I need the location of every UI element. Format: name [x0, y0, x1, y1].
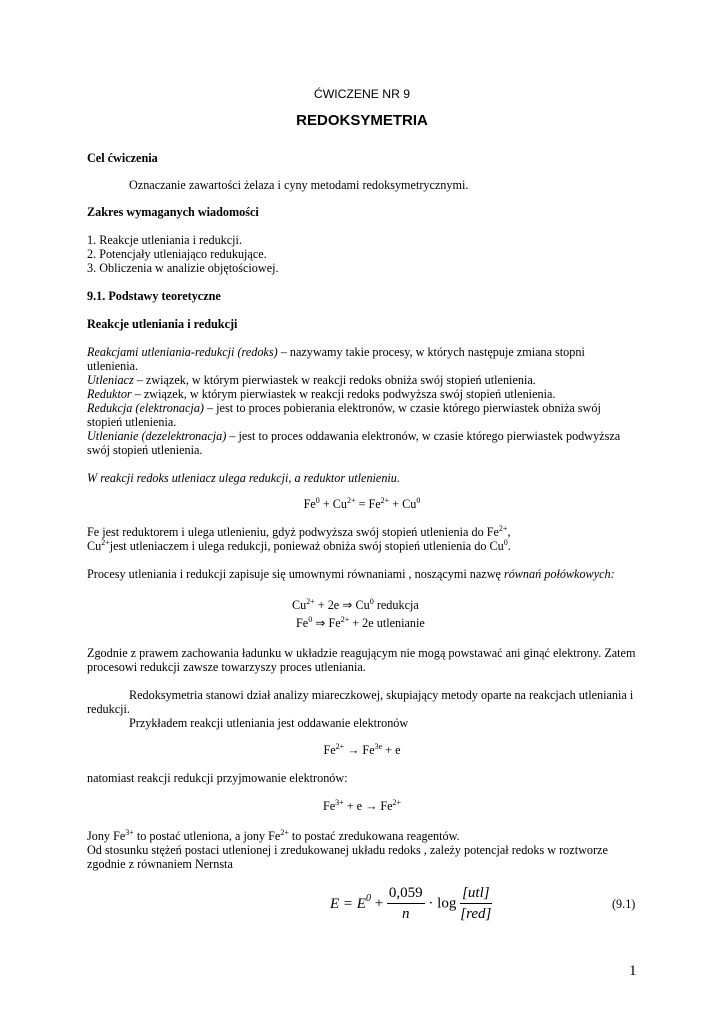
- section-subheading: Reakcje utleniania i redukcji: [87, 317, 238, 331]
- ions-line-3: zgodnie z równaniem Nernsta: [87, 857, 233, 871]
- half-reaction-reduction: $Cu^{2+} + 2e$ ⇒ Cu$^0$ redukcja: [292, 597, 419, 612]
- definition-redox-cont: utlenienia.: [87, 359, 139, 373]
- half-reaction-oxidation: Fe$^0$ ⇒ $Fe^{2+} + 2e$ utlenianie: [296, 615, 425, 630]
- term: Reakcjami utleniania-redukcji (redoks): [87, 345, 278, 359]
- redox-rule: W reakcji redoks utleniacz ulega redukcji, a reduktor utlenieniu.: [87, 471, 400, 485]
- term: Utleniacz: [87, 373, 134, 387]
- nernst-coefficient: $\frac{0,059}{n}$: [388, 885, 423, 922]
- half-reactions-intro: Procesy utleniania i redukcji zapisuje się umownymi równaniami , noszącymi nazwę równań połówkowych:: [87, 567, 615, 581]
- definition-text: – związek, w którym pierwiastek w reakcji redoks obniża swój stopień utlenienia.: [133, 373, 536, 387]
- reduction-intro: natomiast reakcji redukcji przyjmowanie elektronów:: [87, 771, 348, 785]
- definition-redox: [87, 345, 647, 359]
- definition-reduction: [87, 401, 647, 415]
- redox-line-3: Przykładem reakcji utleniania jest oddawanie elektronów: [129, 716, 409, 730]
- charge-line-2: procesowi redukcji zawsze towarzyszy proces utleniania.: [87, 660, 366, 674]
- definition-oxidation-cont: swój stopień utlenienia.: [87, 443, 203, 457]
- nernst-equation: $E = E^0$ + $\frac{0,059}{n}$ · log $\frac{\text{[utl]}}{\text{[red]}}$: [330, 885, 492, 922]
- redox-line-2: redukcji.: [87, 702, 130, 716]
- term: Utlenianie (dezelektronacja): [87, 429, 227, 443]
- definition-oxidation: [87, 429, 647, 443]
- explain-fe: Fe jest reduktorem i ulega utlenieniu, gdyż podwyższa swój stopień utlenienia do $Fe^{2+}$,: [87, 524, 511, 539]
- scope-heading: Zakres wymaganych wiadomości: [87, 205, 259, 219]
- definition-text: – jest to proces oddawania elektronów, w czasie którego pierwiastek podwyższa: [226, 429, 621, 443]
- equation-label: (9.1): [612, 897, 636, 911]
- definition-reducer: [87, 387, 647, 401]
- definition-text: – jest to proces pobierania elektronów, w czasie którego pierwiastek obniża swój: [203, 401, 601, 415]
- charge-line-1: Zgodnie z prawem zachowania ładunku w układzie reagującym nie mogą powstawać ani ginąć elektrony. Zatem: [87, 646, 636, 660]
- ions-line-2: Od stosunku stężeń postaci utlenionej i zredukowanej układu redoks , zależy potencjał redoks w roztworze: [87, 843, 608, 857]
- scope-item-3: 3. Obliczenia w analizie objętościowej.: [87, 261, 279, 275]
- page-number: 1: [629, 963, 637, 979]
- scope-item-1: 1. Reakcje utleniania i redukcji.: [87, 233, 242, 247]
- term: Redukcja (elektronacja): [87, 401, 204, 415]
- equation-reduction: $Fe^{3+} + e \to Fe^{2+}$: [322, 798, 402, 813]
- definition-oxidizer: [87, 373, 647, 387]
- equation-oxidation: $Fe^{2+} \to Fe^{3e} + e$: [323, 742, 401, 757]
- goal-heading: Cel ćwiczenia: [87, 151, 158, 165]
- equation-fe-cu: $Fe^0 + Cu^{2+} = Fe^{2+} + Cu^0$: [303, 496, 421, 511]
- explain-cu: $Cu^{2+}jest$ utleniaczem i ulega redukcji, ponieważ obniża swój stopień utlenienia do Cu$^0$.: [87, 538, 511, 553]
- ions-line-1: Jony $Fe^{3+}$ to postać utleniona, a jony $Fe^{2+}$ to postać zredukowana reagentów.: [87, 828, 460, 843]
- scope-item-2: 2. Potencjały utleniająco redukujące.: [87, 247, 267, 261]
- redox-line-1: Redoksymetria stanowi dział analizy miareczkowej, skupiający metody oparte na reakcjach utleniania i: [129, 688, 634, 702]
- document-title: REDOKSYMETRIA: [296, 112, 428, 129]
- goal-text: Oznaczanie zawartości żelaza i cyny metodami redoksymetrycznymi.: [129, 178, 469, 192]
- definition-text: – związek, w którym pierwiastek w reakcji redoks podwyższa swój stopień utlenienia.: [131, 387, 556, 401]
- section-heading: 9.1. Podstawy teoretyczne: [87, 289, 221, 303]
- term: Reduktor: [87, 387, 132, 401]
- definition-reduction-cont: stopień utlenienia.: [87, 415, 177, 429]
- exercise-number: ĆWICZENE NR 9: [313, 87, 411, 101]
- nernst-ratio: $\frac{\text{[utl]}}{\text{[red]}}$: [460, 885, 492, 922]
- definition-text: – nazywamy takie procesy, w których następuje zmiana stopni: [277, 345, 585, 359]
